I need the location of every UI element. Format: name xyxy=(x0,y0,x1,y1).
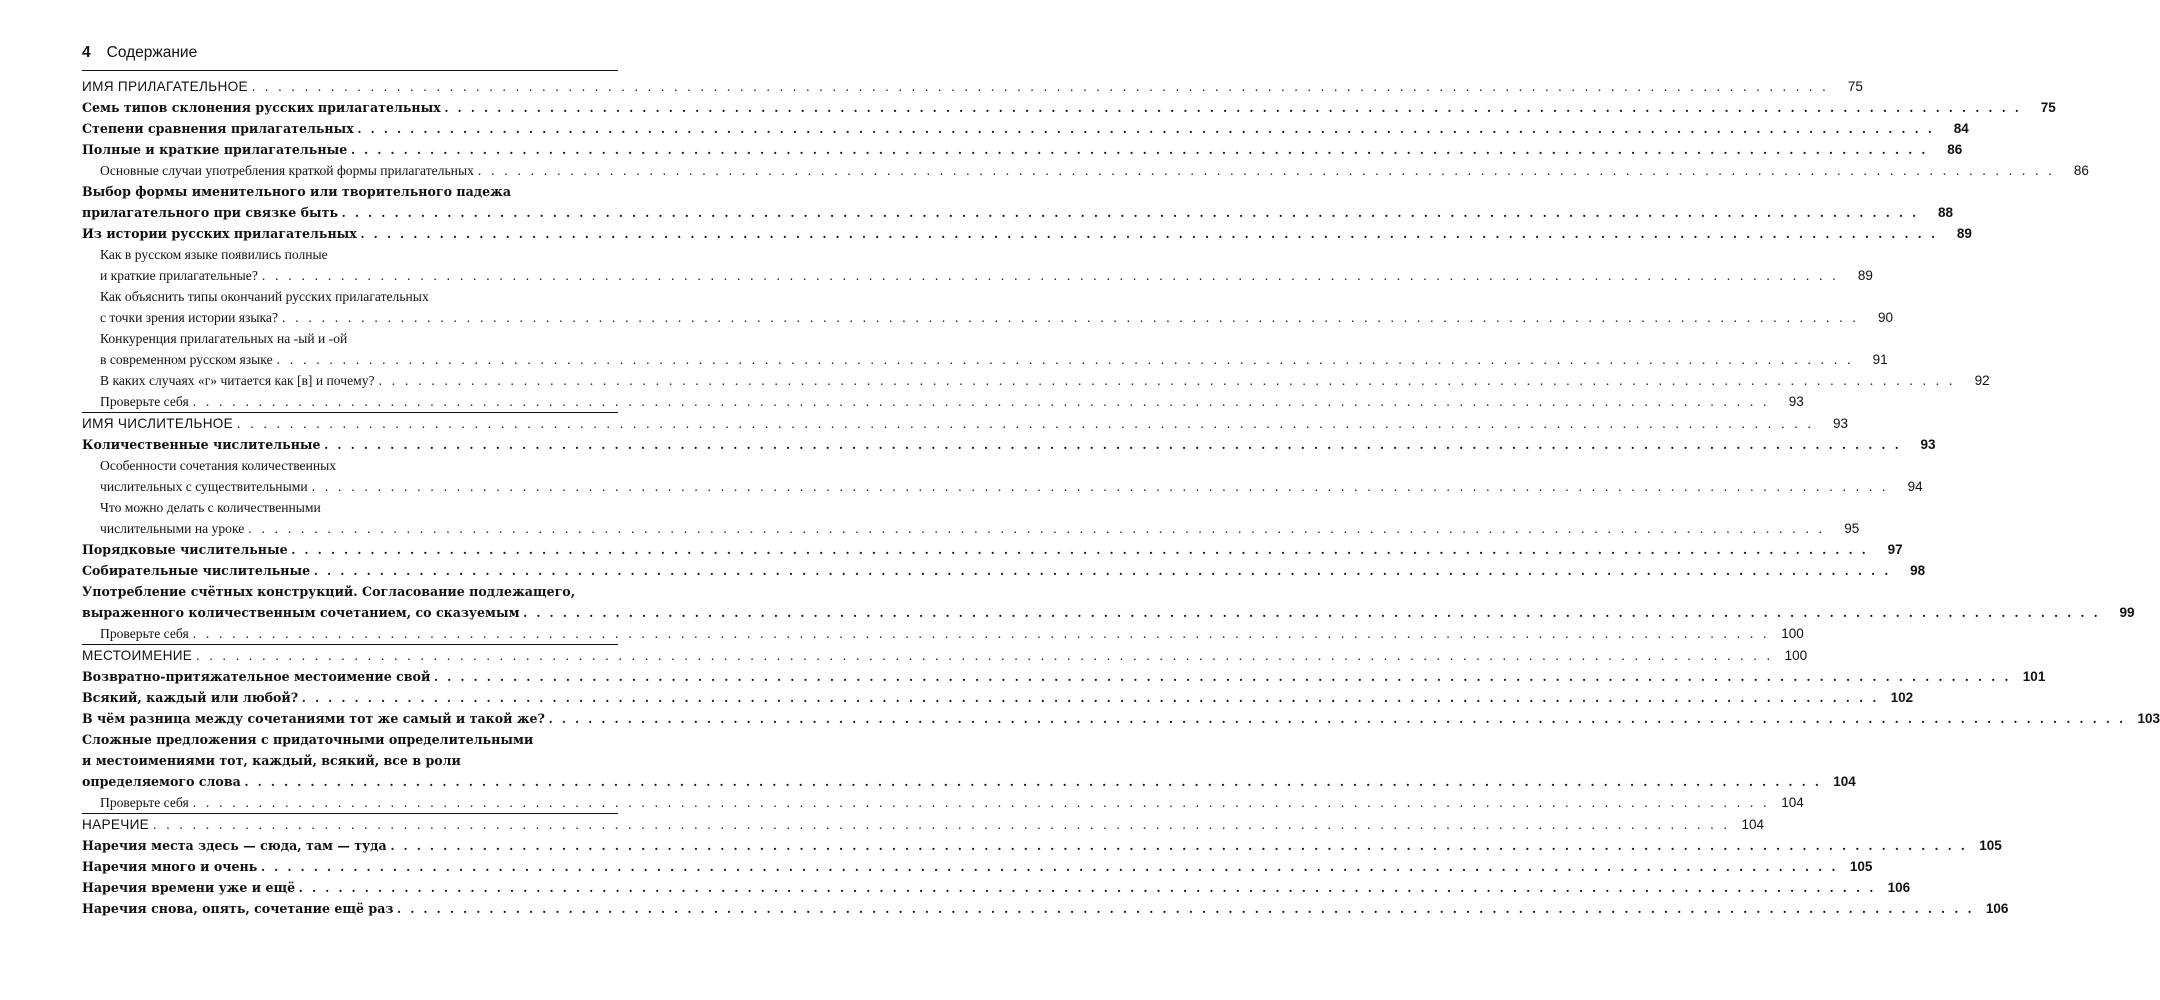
dot-leader: . . . . . . . . . . . . . . . . . . . . . . . . . . . . . . . . . . . . . . . . . . . . . . . . . . . . . . . . . . . . . . . . . . . . . . . . . . . . . . . . . . . . . . . . . . . . . . . . . . . . . . . . . . . . . . . . . . . . . . . . xyxy=(397,901,1975,916)
dot-leader: . . . . . . . . . . . . . . . . . . . . . . . . . . . . . . . . . . . . . . . . . . . . . . . . . . . . . . . . . . . . . . . . . . . . . . . . . . . . . . . . . . . . . . . . . . . . . . . . . . . . . . . . . . . . . . . . . . . . . . . . xyxy=(523,605,2101,620)
toc-entry[interactable] xyxy=(82,118,1969,139)
dot-leader: . . . . . . . . . . . . . . . . . . . . . . . . . . . . . . . . . . . . . . . . . . . . . . . . . . . . . . . . . . . . . . . . . . . . . . . . . . . . . . . . . . . . . . . . . . . . . . . . . . . . . . . . . . . . . . . . . . . . . . . . xyxy=(196,648,1774,663)
toc-entry[interactable] xyxy=(82,497,1860,539)
toc-entry-title: Собирательные числительные xyxy=(82,563,311,578)
dot-leader: . . . . . . . . . . . . . . . . . . . . . . . . . . . . . . . . . . . . . . . . . . . . . . . . . . . . . . . . . . . . . . . . . . . . . . . . . . . . . . . . . . . . . . . . . . . . . . . . . . . . . . . . . . . . . . . . . . . . . . . . xyxy=(548,711,2126,726)
toc-entry[interactable] xyxy=(82,160,2089,181)
toc-section[interactable] xyxy=(82,645,1808,666)
toc-page-number: 99 xyxy=(2119,605,2135,620)
toc-page-number: 105 xyxy=(1849,859,1873,874)
toc-entry-line: Выбор формы именительного или творительного падежа xyxy=(82,184,512,199)
toc-entry-title: Возвратно-притяжательное местоимение свой xyxy=(82,669,431,684)
dot-leader: . . . . . . . . . . . . . . . . . . . . . . . . . . . . . . . . . . . . . . . . . . . . . . . . . . . . . . . . . . . . . . . . . . . . . . . . . . . . . . . . . . . . . . . . . . . . . . . . . . . . . . . . . . . . . . . . . . . . . . . . xyxy=(276,352,1854,367)
toc-entry-line: Что можно делать с количественными xyxy=(100,500,321,515)
toc-entry[interactable] xyxy=(82,560,1926,581)
toc-entry[interactable] xyxy=(82,687,1914,708)
toc-entry-line: Употребление счётных конструкций. Согласование подлежащего, xyxy=(82,584,576,599)
dot-leader: . . . . . . . . . . . . . . . . . . . . . . . . . . . . . . . . . . . . . . . . . . . . . . . . . . . . . . . . . . . . . . . . . . . . . . . . . . . . . . . . . . . . . . . . . . . . . . . . . . . . . . . . . . . . . . . . . . . . . . . . xyxy=(261,859,1839,874)
dot-leader: . . . . . . . . . . . . . . . . . . . . . . . . . . . . . . . . . . . . . . . . . . . . . . . . . . . . . . . . . . . . . . . . . . . . . . . . . . . . . . . . . . . . . . . . . . . . . . . . . . . . . . . . . . . . . . . . . . . . . . . . xyxy=(360,226,1938,241)
toc-entry[interactable] xyxy=(82,708,2160,729)
toc-section[interactable] xyxy=(82,814,1765,835)
toc-page-number: 86 xyxy=(2073,163,2089,178)
dot-leader: . . . . . . . . . . . . . . . . . . . . . . . . . . . . . . . . . . . . . . . . . . . . . . . . . . . . . . . . . . . . . . . . . . . . . . . . . . . . . . . . . . . . . . . . . . . . . . . . . . . . . . . . . . . . . . . . . . . . . . . . xyxy=(299,880,1877,895)
toc-page-number: 89 xyxy=(1956,226,1972,241)
dot-leader: . . . . . . . . . . . . . . . . . . . . . . . . . . . . . . . . . . . . . . . . . . . . . . . . . . . . . . . . . . . . . . . . . . . . . . . . . . . . . . . . . . . . . . . . . . . . . . . . . . . . . . . . . . . . . . . . . . . . . . . . xyxy=(291,542,1869,557)
dot-leader: . . . . . . . . . . . . . . . . . . . . . . . . . . . . . . . . . . . . . . . . . . . . . . . . . . . . . . . . . . . . . . . . . . . . . . . . . . . . . . . . . . . . . . . . . . . . . . . . . . . . . . . . . . . . . . . . . . . . . . . . xyxy=(311,479,1889,494)
toc-entry-title: В каких случаях «г» читается как [в] и почему? xyxy=(100,373,375,388)
toc-entry[interactable] xyxy=(82,434,1936,455)
toc-section[interactable] xyxy=(82,413,1849,434)
toc-entry-title: Количественные числительные xyxy=(82,437,321,452)
page-header xyxy=(82,44,197,62)
toc-entry-title: Порядковые числительные xyxy=(82,542,288,557)
toc-entry[interactable] xyxy=(82,286,1894,328)
toc-entry-title: Наречия много и очень xyxy=(82,859,258,874)
toc-entry-title: НАРЕЧИЕ xyxy=(82,817,150,832)
toc-entry-line: и местоимениями тот, каждый, всякий, все в роли xyxy=(82,753,461,768)
toc-page-number: 93 xyxy=(1920,437,1936,452)
toc-entry-title: прилагательного при связке быть xyxy=(82,205,339,220)
dot-leader: . . . . . . . . . . . . . . . . . . . . . . . . . . . . . . . . . . . . . . . . . . . . . . . . . . . . . . . . . . . . . . . . . . . . . . . . . . . . . . . . . . . . . . . . . . . . . . . . . . . . . . . . . . . . . . . . . . . . . . . . xyxy=(261,268,1839,283)
toc-page-number: 75 xyxy=(1847,79,1863,94)
toc-entry[interactable] xyxy=(82,223,1972,244)
toc-entry-title: В чём разница между сочетаниями тот же самый и такой же? xyxy=(82,711,545,726)
toc-entry-title: ИМЯ ЧИСЛИТЕЛЬНОЕ xyxy=(82,416,234,431)
toc-entry[interactable] xyxy=(82,139,1963,160)
toc-entry[interactable] xyxy=(82,328,1888,370)
toc-entry-title: числительных с существительными xyxy=(100,479,308,494)
toc-entry-title: ИМЯ ПРИЛАГАТЕЛЬНОЕ xyxy=(82,79,248,94)
dot-leader: . . . . . . . . . . . . . . . . . . . . . . . . . . . . . . . . . . . . . . . . . . . . . . . . . . . . . . . . . . . . . . . . . . . . . . . . . . . . . . . . . . . . . . . . . . . . . . . . . . . . . . . . . . . . . . . . . . . . . . . . xyxy=(378,373,1956,388)
toc-page-number: 100 xyxy=(1781,626,1804,641)
toc-page-number: 106 xyxy=(1985,901,2009,916)
toc-entry-line: Как в русском языке появились полные xyxy=(100,247,328,262)
table-of-contents xyxy=(82,76,2160,919)
toc-entry-title: числительными на уроке xyxy=(100,521,245,536)
toc-entry[interactable] xyxy=(82,244,1873,286)
toc-entry[interactable] xyxy=(82,539,1903,560)
toc-entry[interactable] xyxy=(82,370,1990,391)
dot-leader: . . . . . . . . . . . . . . . . . . . . . . . . . . . . . . . . . . . . . . . . . . . . . . . . . . . . . . . . . . . . . . . . . . . . . . . . . . . . . . . . . . . . . . . . . . . . . . . . . . . . . . . . . . . . . . . . . . . . . . . . xyxy=(434,669,2012,684)
toc-page-number: 104 xyxy=(1833,774,1856,789)
toc-page-number: 94 xyxy=(1907,479,1923,494)
toc-page-number: 93 xyxy=(1788,394,1804,409)
toc-entry-title: Проверьте себя xyxy=(100,795,189,810)
toc-page-number: 103 xyxy=(2137,711,2160,726)
toc-entry[interactable] xyxy=(82,729,1856,792)
dot-leader: . . . . . . . . . . . . . . . . . . . . . . . . . . . . . . . . . . . . . . . . . . . . . . . . . . . . . . . . . . . . . . . . . . . . . . . . . . . . . . . . . . . . . . . . . . . . . . . . . . . . . . . . . . . . . . . . . . . . . . . . xyxy=(314,563,1892,578)
dot-leader: . . . . . . . . . . . . . . . . . . . . . . . . . . . . . . . . . . . . . . . . . . . . . . . . . . . . . . . . . . . . . . . . . . . . . . . . . . . . . . . . . . . . . . . . . . . . . . . . . . . . . . . . . . . . . . . . . . . . . . . . xyxy=(342,205,1920,220)
dot-leader: . . . . . . . . . . . . . . . . . . . . . . . . . . . . . . . . . . . . . . . . . . . . . . . . . . . . . . . . . . . . . . . . . . . . . . . . . . . . . . . . . . . . . . . . . . . . . . . . . . . . . . . . . . . . . . . . . . . . . . . . xyxy=(248,521,1826,536)
toc-page-number: 105 xyxy=(1979,838,2002,853)
toc-entry-title: Полные и краткие прилагательные xyxy=(82,142,348,157)
toc-page-number: 84 xyxy=(1953,121,1969,136)
toc-entry-title: с точки зрения истории языка? xyxy=(100,310,278,325)
toc-page-number: 88 xyxy=(1938,205,1954,220)
toc-entry-title: выраженного количественным сочетанием, со сказуемым xyxy=(82,605,520,620)
toc-page-number: 104 xyxy=(1781,795,1804,810)
header-rule xyxy=(82,70,618,71)
toc-entry[interactable] xyxy=(82,391,1804,412)
toc-entry-title: Семь типов склонения русских прилагательных xyxy=(82,100,441,115)
toc-page-number: 101 xyxy=(2022,669,2046,684)
dot-leader: . . . . . . . . . . . . . . . . . . . . . . . . . . . . . . . . . . . . . . . . . . . . . . . . . . . . . . . . . . . . . . . . . . . . . . . . . . . . . . . . . . . . . . . . . . . . . . . . . . . . . . . . . . . . . . . . . . . . . . . . xyxy=(192,394,1770,409)
dot-leader: . . . . . . . . . . . . . . . . . . . . . . . . . . . . . . . . . . . . . . . . . . . . . . . . . . . . . . . . . . . . . . . . . . . . . . . . . . . . . . . . . . . . . . . . . . . . . . . . . . . . . . . . . . . . . . . . . . . . . . . . xyxy=(390,838,1968,853)
toc-entry[interactable] xyxy=(82,666,2046,687)
toc-page-number: 100 xyxy=(1784,648,1808,663)
toc-entry-line: Конкуренция прилагательных на -ый и -ой xyxy=(100,331,348,346)
toc-entry-title: Из истории русских прилагательных xyxy=(82,226,357,241)
toc-entry[interactable] xyxy=(82,623,1804,644)
dot-leader: . . . . . . . . . . . . . . . . . . . . . . . . . . . . . . . . . . . . . . . . . . . . . . . . . . . . . . . . . . . . . . . . . . . . . . . . . . . . . . . . . . . . . . . . . . . . . . . . . . . . . . . . . . . . . . . . . . . . . . . . xyxy=(192,795,1770,810)
dot-leader: . . . . . . . . . . . . . . . . . . . . . . . . . . . . . . . . . . . . . . . . . . . . . . . . . . . . . . . . . . . . . . . . . . . . . . . . . . . . . . . . . . . . . . . . . . . . . . . . . . . . . . . . . . . . . . . . . . . . . . . . xyxy=(251,79,1829,94)
toc-entry[interactable] xyxy=(82,455,1923,497)
toc-entry-title: Наречия времени уже и ещё xyxy=(82,880,296,895)
dot-leader: . . . . . . . . . . . . . . . . . . . . . . . . . . . . . . . . . . . . . . . . . . . . . . . . . . . . . . . . . . . . . . . . . . . . . . . . . . . . . . . . . . . . . . . . . . . . . . . . . . . . . . . . . . . . . . . . . . . . . . . . xyxy=(237,416,1815,431)
dot-leader: . . . . . . . . . . . . . . . . . . . . . . . . . . . . . . . . . . . . . . . . . . . . . . . . . . . . . . . . . . . . . . . . . . . . . . . . . . . . . . . . . . . . . . . . . . . . . . . . . . . . . . . . . . . . . . . . . . . . . . . . xyxy=(357,121,1935,136)
toc-entry-title: и краткие прилагательные? xyxy=(100,268,258,283)
dot-leader: . . . . . . . . . . . . . . . . . . . . . . . . . . . . . . . . . . . . . . . . . . . . . . . . . . . . . . . . . . . . . . . . . . . . . . . . . . . . . . . . . . . . . . . . . . . . . . . . . . . . . . . . . . . . . . . . . . . . . . . . xyxy=(477,163,2055,178)
dot-leader: . . . . . . . . . . . . . . . . . . . . . . . . . . . . . . . . . . . . . . . . . . . . . . . . . . . . . . . . . . . . . . . . . . . . . . . . . . . . . . . . . . . . . . . . . . . . . . . . . . . . . . . . . . . . . . . . . . . . . . . . xyxy=(302,690,1880,705)
toc-entry[interactable] xyxy=(82,835,2002,856)
toc-entry[interactable] xyxy=(82,581,2135,623)
toc-entry-line: Особенности сочетания количественных xyxy=(100,458,337,473)
toc-page-number: 93 xyxy=(1833,416,1849,431)
toc-entry-title: Всякий, каждый или любой? xyxy=(82,690,299,705)
toc-entry-title: Степени сравнения прилагательных xyxy=(82,121,354,136)
toc-entry[interactable] xyxy=(82,856,1873,877)
dot-leader: . . . . . . . . . . . . . . . . . . . . . . . . . . . . . . . . . . . . . . . . . . . . . . . . . . . . . . . . . . . . . . . . . . . . . . . . . . . . . . . . . . . . . . . . . . . . . . . . . . . . . . . . . . . . . . . . . . . . . . . . xyxy=(192,626,1770,641)
dot-leader: . . . . . . . . . . . . . . . . . . . . . . . . . . . . . . . . . . . . . . . . . . . . . . . . . . . . . . . . . . . . . . . . . . . . . . . . . . . . . . . . . . . . . . . . . . . . . . . . . . . . . . . . . . . . . . . . . . . . . . . . xyxy=(444,100,2022,115)
toc-page-number: 89 xyxy=(1857,268,1873,283)
toc-entry-title: определяемого слова xyxy=(82,774,241,789)
dot-leader: . . . . . . . . . . . . . . . . . . . . . . . . . . . . . . . . . . . . . . . . . . . . . . . . . . . . . . . . . . . . . . . . . . . . . . . . . . . . . . . . . . . . . . . . . . . . . . . . . . . . . . . . . . . . . . . . . . . . . . . . xyxy=(153,817,1731,832)
toc-page-number: 91 xyxy=(1872,352,1888,367)
toc-page-number: 106 xyxy=(1887,880,1911,895)
toc-entry-title: Наречия места здесь — сюда, там — туда xyxy=(82,838,387,853)
page-title: Содержание xyxy=(106,44,198,61)
toc-entry-title: Проверьте себя xyxy=(100,626,189,641)
toc-entry-title: в современном русском языке xyxy=(100,352,273,367)
toc-page-number: 75 xyxy=(2040,100,2056,115)
toc-page-number: 86 xyxy=(1947,142,1963,157)
toc-entry[interactable] xyxy=(82,898,2009,919)
toc-section[interactable] xyxy=(82,76,1863,97)
toc-entry[interactable] xyxy=(82,792,1804,813)
toc-entry-title: Наречия снова, опять, сочетание ещё раз xyxy=(82,901,394,916)
toc-entry-line: Сложные предложения с придаточными определительными xyxy=(82,732,534,747)
toc-page-number: 92 xyxy=(1974,373,1990,388)
toc-entry[interactable] xyxy=(82,181,1954,223)
toc-page-number: 90 xyxy=(1878,310,1894,325)
toc-entry[interactable] xyxy=(82,97,2056,118)
dot-leader: . . . . . . . . . . . . . . . . . . . . . . . . . . . . . . . . . . . . . . . . . . . . . . . . . . . . . . . . . . . . . . . . . . . . . . . . . . . . . . . . . . . . . . . . . . . . . . . . . . . . . . . . . . . . . . . . . . . . . . . . xyxy=(324,437,1902,452)
toc-entry-title: Проверьте себя xyxy=(100,394,189,409)
toc-page-number: 95 xyxy=(1844,521,1860,536)
toc-entry[interactable] xyxy=(82,877,1911,898)
toc-entry-title: Основные случаи употребления краткой формы прилагательных xyxy=(100,163,474,178)
toc-page-number: 97 xyxy=(1887,542,1903,557)
toc-entry-line: Как объяснить типы окончаний русских прилагательных xyxy=(100,289,429,304)
dot-leader: . . . . . . . . . . . . . . . . . . . . . . . . . . . . . . . . . . . . . . . . . . . . . . . . . . . . . . . . . . . . . . . . . . . . . . . . . . . . . . . . . . . . . . . . . . . . . . . . . . . . . . . . . . . . . . . . . . . . . . . . xyxy=(282,310,1860,325)
toc-page-number: 104 xyxy=(1741,817,1765,832)
toc-page-number: 98 xyxy=(1910,563,1926,578)
toc-entry-title: МЕСТОИМЕНИЕ xyxy=(82,648,193,663)
dot-leader: . . . . . . . . . . . . . . . . . . . . . . . . . . . . . . . . . . . . . . . . . . . . . . . . . . . . . . . . . . . . . . . . . . . . . . . . . . . . . . . . . . . . . . . . . . . . . . . . . . . . . . . . . . . . . . . . . . . . . . . . xyxy=(351,142,1929,157)
page-number: 4 xyxy=(82,44,91,61)
toc-page-number: 102 xyxy=(1890,690,1914,705)
dot-leader: . . . . . . . . . . . . . . . . . . . . . . . . . . . . . . . . . . . . . . . . . . . . . . . . . . . . . . . . . . . . . . . . . . . . . . . . . . . . . . . . . . . . . . . . . . . . . . . . . . . . . . . . . . . . . . . . . . . . . . . . xyxy=(244,774,1822,789)
